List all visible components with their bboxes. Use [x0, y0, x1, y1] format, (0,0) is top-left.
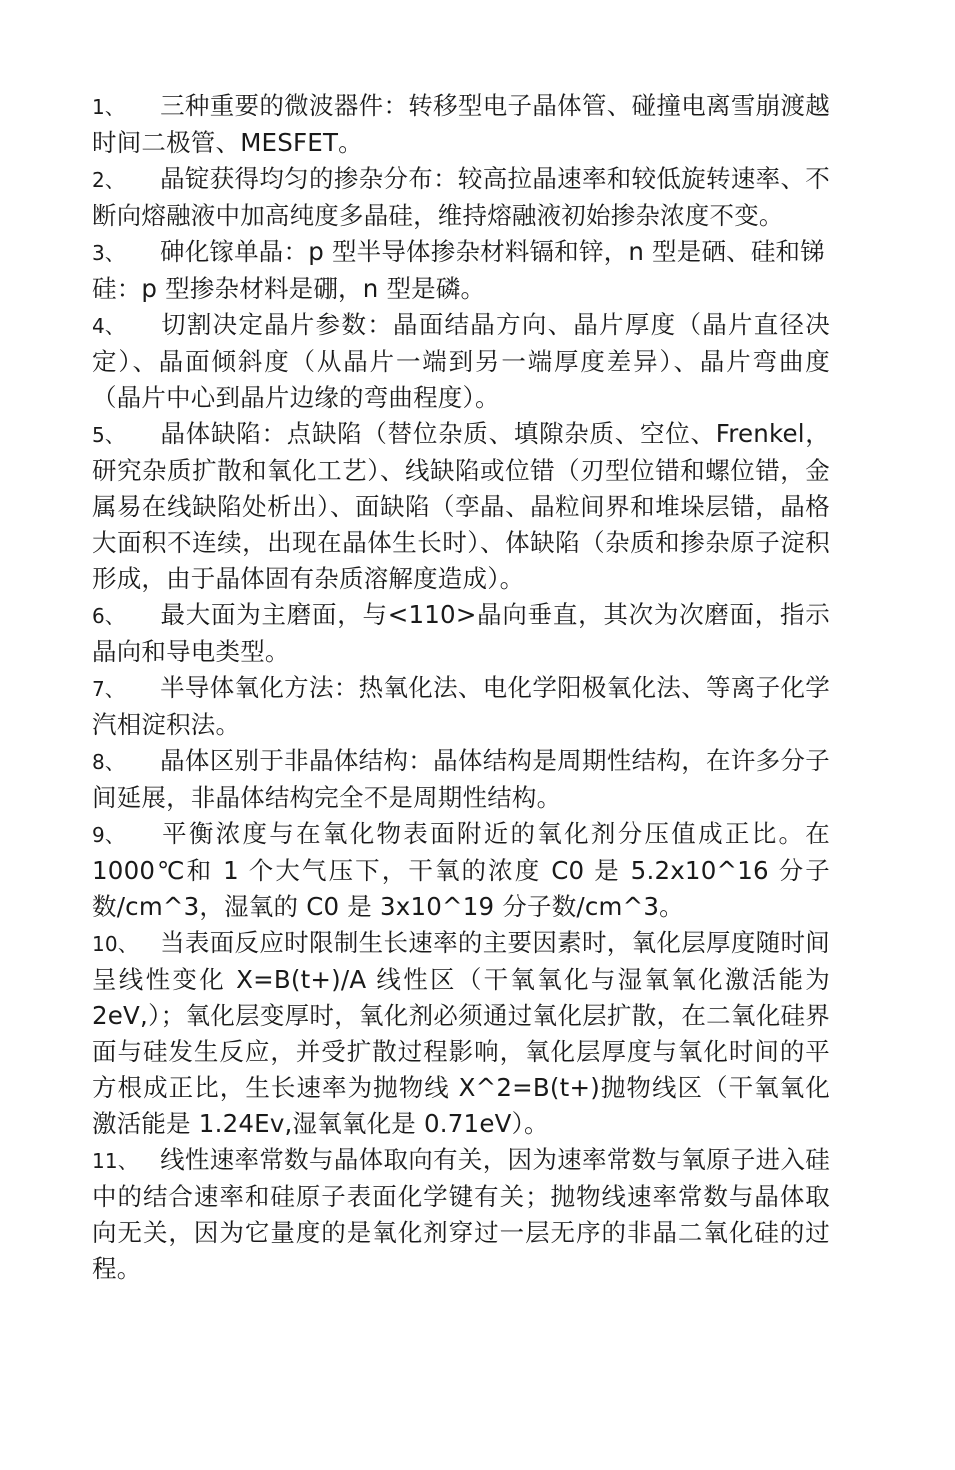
paragraph-3 — [92, 234, 830, 271]
document-page — [92, 88, 830, 1287]
item-text: 线性速率常数与晶体取向有关，因为速率常数与氧原子进入硅中的结合速率和硅原子表面化学键有关；抛物线速率常数与晶体取向无关，因为它量度的是氧化剂穿过一层无序的非晶二氧化硅的过程。 — [92, 1145, 830, 1283]
item-number: 8、 — [92, 750, 126, 774]
item-number: 5、 — [92, 423, 126, 447]
paragraph-8 — [92, 743, 830, 816]
paragraph-9 — [92, 816, 830, 925]
paragraph-6 — [92, 597, 830, 670]
item-number: 6、 — [92, 604, 126, 628]
paragraph-1 — [92, 88, 830, 161]
item-text: 平衡浓度与在氧化物表面附近的氧化剂分压值成正比。在1000℃和 1 个大气压下，干氧的浓度 C0 是 5.2x10^16 分子数/cm^3，湿氧的 C0 是 3x10^19 分子数/cm^3。 — [92, 819, 830, 921]
item-number: 11、 — [92, 1149, 139, 1173]
item-text: 最大面为主磨面，与<110>晶向垂直，其次为次磨面，指示晶向和导电类型。 — [92, 600, 830, 666]
item-text: 晶锭获得均匀的掺杂分布：较高拉晶速率和较低旋转速率、不断向熔融液中加高纯度多晶硅，维持熔融液初始掺杂浓度不变。 — [92, 164, 830, 230]
item-number: 10、 — [92, 932, 139, 956]
item-number: 3、 — [92, 241, 126, 265]
item-number: 9、 — [92, 823, 126, 847]
item-number: 7、 — [92, 677, 126, 701]
paragraph-7 — [92, 670, 830, 743]
item-number: 4、 — [92, 314, 126, 338]
paragraph-2 — [92, 161, 830, 234]
item-number: 2、 — [92, 168, 126, 192]
item-text: 三种重要的微波器件：转移型电子晶体管、碰撞电离雪崩渡越时间二极管、MESFET。 — [92, 91, 830, 157]
item-text: 晶体缺陷：点缺陷（替位杂质、填隙杂质、空位、Frenkel，研究杂质扩散和氧化工艺）、线缺陷或位错（刃型位错和螺位错，金属易在线缺陷处析出）、面缺陷（孪晶、晶粒间界和堆垛层错，晶格大面积不连续，出现在晶体生长时）、体缺陷（杂质和掺杂原子淀积形成，由于晶体固有杂质溶解度造成）。 — [92, 419, 830, 593]
paragraph-3-continued — [92, 271, 830, 307]
paragraph-11 — [92, 1142, 830, 1287]
paragraph-10 — [92, 925, 830, 1142]
item-text: 硅：p 型掺杂材料是硼，n 型是磷。 — [92, 274, 486, 303]
item-text: 切割决定晶片参数：晶面结晶方向、晶片厚度（晶片直径决定）、晶面倾斜度（从晶片一端到另一端厚度差异）、晶片弯曲度（晶片中心到晶片边缘的弯曲程度）。 — [92, 310, 830, 412]
item-text: 半导体氧化方法：热氧化法、电化学阳极氧化法、等离子化学汽相淀积法。 — [92, 673, 830, 739]
paragraph-5 — [92, 416, 830, 597]
item-number: 1、 — [92, 95, 126, 119]
item-text: 当表面反应时限制生长速率的主要因素时，氧化层厚度随时间呈线性变化 X=B(t+)/A 线性区（干氧氧化与湿氧氧化激活能为 2eV,）；氧化层变厚时，氧化剂必须通过氧化层扩散，在二氧化硅界面与硅发生反应，并受扩散过程影响，氧化层厚度与氧化时间的平方根成正比，生长速率为抛物线 X^2=B(t+)抛物线区（干氧氧化激活能是 1.24Ev,湿氧氧化是 0.71eV）。 — [92, 928, 830, 1138]
item-text: 晶体区别于非晶体结构：晶体结构是周期性结构，在许多分子间延展，非晶体结构完全不是周期性结构。 — [92, 746, 830, 812]
paragraph-4 — [92, 307, 830, 416]
item-text: 砷化镓单晶：p 型半导体掺杂材料镉和锌，n 型是硒、硅和锑 — [160, 237, 825, 266]
